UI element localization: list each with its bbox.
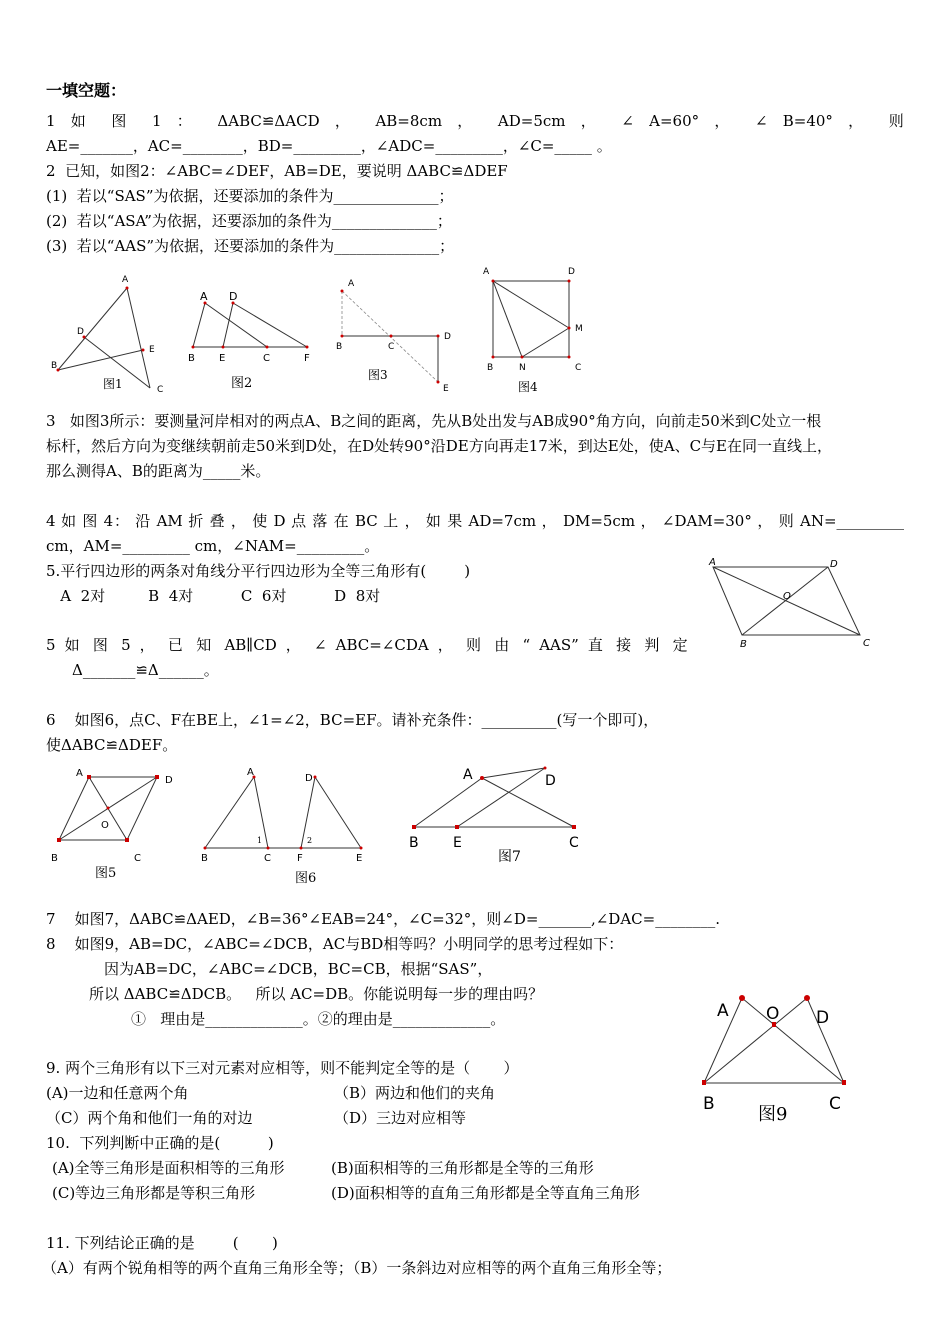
text-token: 定 xyxy=(672,636,688,654)
q8-stem: 8 如图9，AB=DC，∠ABC=∠DCB，AC与BD相等吗？小明同学的思考过程如下： xyxy=(46,935,624,953)
text-token: ， xyxy=(437,636,457,654)
figure-6 xyxy=(195,762,375,887)
text-token: 直 xyxy=(587,636,608,654)
para-label-d: D xyxy=(830,559,838,570)
q3-line1: 3 如图3所示：要测量河岸相对的两点A、B之间的距离，先从B处出发与AB成90°角方向，向前走50米到C处立一根 xyxy=(46,412,822,430)
fig6-label-a: A xyxy=(247,767,254,778)
fig7-label-a: A xyxy=(463,767,473,783)
fig4-label-a: A xyxy=(483,267,490,277)
fig6-label-b: B xyxy=(201,853,208,864)
figure-7 xyxy=(400,758,600,868)
q2-part3: (3) 若以“AAS”为依据，还要添加的条件为______________； xyxy=(46,237,455,255)
text-token: ， xyxy=(139,636,159,654)
text-token: 判 xyxy=(644,636,664,654)
fig1-label-d: D xyxy=(77,327,84,337)
fig2-label-d: D xyxy=(229,290,238,303)
q9-option-c: （C）两个角和他们一角的对边 xyxy=(46,1109,253,1127)
fig1-label-e: E xyxy=(149,345,155,355)
fig4-label-b: B xyxy=(487,363,494,373)
q11-line: （A）有两个锐角相等的两个直角三角形全等；（B）一条斜边对应相等的两个直角三角形全等； xyxy=(42,1259,672,1277)
text-token: 则 xyxy=(888,112,904,130)
fig3-label-e: E xyxy=(443,384,449,394)
text-token: 图 xyxy=(92,636,113,654)
fig4-caption: 图4 xyxy=(518,380,538,394)
fig9-label-o: O xyxy=(766,1004,780,1024)
text-token: ∠DAM=30° ， xyxy=(661,512,774,530)
fig9-label-d: D xyxy=(816,1008,830,1028)
q5b-line1 xyxy=(46,635,688,655)
figure-4 xyxy=(478,262,598,397)
q4-line1 xyxy=(46,511,904,531)
q7: 7 如图7，ΔABC≌ΔAED，∠B=36°∠EAB=24°，∠C=32°，则∠D=_______,∠DAC=________. xyxy=(46,910,720,928)
fig6-label-f: F xyxy=(297,853,303,864)
fig1-label-a: A xyxy=(122,275,129,285)
fig4-label-c: C xyxy=(575,363,582,373)
q2-part1: (1) 若以“SAS”为依据，还要添加的条件为______________； xyxy=(46,187,454,205)
q3-line3: 那么测得A、B的距离为_____米。 xyxy=(46,462,271,480)
text-token: ， xyxy=(285,636,306,654)
fig5-label-b: B xyxy=(51,853,58,864)
q2-part2: (2) 若以“ASA”为依据，还要添加的条件为______________； xyxy=(46,212,452,230)
fig5-label-d: D xyxy=(165,775,173,786)
text-token: ， xyxy=(848,112,874,130)
fig7-label-e: E xyxy=(453,835,462,851)
fig2-label-c: C xyxy=(263,353,270,364)
text-token: ∠ xyxy=(314,636,327,654)
section-heading: 一填空题： xyxy=(46,81,127,100)
text-token: “ xyxy=(522,636,531,654)
q8-line3: 所以 ΔABC≌ΔDCB。 所以 AC=DB。你能说明每一步的理由吗？ xyxy=(89,985,544,1003)
text-token: AB=8cm xyxy=(375,112,443,130)
q6-line2: 使ΔABC≌ΔDEF。 xyxy=(46,736,178,754)
fig1-label-b: B xyxy=(51,361,58,371)
text-token: 沿 AM 折 叠 ， xyxy=(135,512,247,530)
q2-stem: 2 已知，如图2：∠ABC=∠DEF，AB=DE，要说明 ΔABC≌ΔDEF xyxy=(46,162,508,180)
fig7-label-d: D xyxy=(545,773,556,789)
text-token: ΔABC≌ΔACD xyxy=(217,112,320,130)
q9-option-a: (A)一边和任意两个角 xyxy=(46,1084,189,1102)
fig7-caption: 图7 xyxy=(498,849,521,865)
q8-line4: ① 理由是_____________。②的理由是_____________。 xyxy=(131,1010,506,1028)
q5b-line2: Δ_______≌Δ______。 xyxy=(72,661,219,679)
fig6-label-d: D xyxy=(305,773,313,784)
fig5-caption: 图5 xyxy=(95,866,117,881)
fig9-caption: 图9 xyxy=(758,1104,788,1125)
text-token: 则 AN=_________ xyxy=(778,512,905,530)
text-token: ， xyxy=(580,112,607,130)
text-token: 图 xyxy=(111,112,137,130)
text-token: DM=5cm ， xyxy=(562,512,657,530)
text-token: ， xyxy=(714,112,740,130)
fig7-label-c: C xyxy=(569,835,579,851)
fig1-caption: 图1 xyxy=(103,377,123,391)
text-token: AD=5cm xyxy=(497,112,566,130)
parallelogram-figure xyxy=(700,555,880,655)
text-token: ∠ xyxy=(621,112,634,130)
fig6-label-2: 2 xyxy=(307,836,313,845)
fig2-label-b: B xyxy=(188,353,195,364)
text-token: AB∥CD xyxy=(224,636,277,654)
fig5-label-a: A xyxy=(76,768,83,779)
fig2-label-f: F xyxy=(304,353,310,364)
fig2-label-a: A xyxy=(200,290,208,303)
q9-option-b: （B）两边和他们的夹角 xyxy=(334,1084,496,1102)
fig4-label-d: D xyxy=(568,267,575,277)
q5a-options: A 2对 B 4对 C 6对 D 8对 xyxy=(46,587,381,605)
figure-9 xyxy=(695,990,865,1130)
figure-3 xyxy=(330,275,460,395)
q6-line1: 6 如图6，点C、F在BE上，∠1=∠2，BC=EF。请补充条件：__________(写一个即可)， xyxy=(46,711,659,729)
fig5-label-o: O xyxy=(101,820,109,831)
fig2-label-e: E xyxy=(219,353,226,364)
fig4-label-n: N xyxy=(519,363,526,373)
fig3-label-a: A xyxy=(348,279,355,289)
q10-option-a: (A)全等三角形是面积相等的三角形 xyxy=(52,1159,285,1177)
para-label-b: B xyxy=(740,639,747,650)
fig9-label-c: C xyxy=(829,1094,841,1114)
fig9-label-b: B xyxy=(703,1094,715,1114)
text-token: 1 xyxy=(46,112,56,130)
text-token: 如 xyxy=(70,112,97,130)
fig1-label-c: C xyxy=(157,385,164,395)
fig3-label-c: C xyxy=(388,342,395,352)
fig6-caption: 图6 xyxy=(295,871,317,886)
para-label-c: C xyxy=(863,638,870,649)
fig6-label-1: 1 xyxy=(257,836,263,845)
q9-stem: 9. 两个三角形有以下三对元素对应相等，则不能判定全等的是（ ） xyxy=(46,1059,519,1077)
text-token: 如 果 AD=7cm ， xyxy=(425,512,558,530)
q5a-stem: 5.平行四边形的两条对角线分平行四边形为全等三角形有( ) xyxy=(46,562,471,580)
q1-line2: AE=_______，AC=________，BD=_________，∠ADC=_________，∠C=_____ 。 xyxy=(46,137,612,155)
q8-line2: 因为AB=DC，∠ABC=∠DCB，BC=CB，根据“SAS”， xyxy=(104,960,493,978)
figure-2 xyxy=(185,285,325,395)
fig2-caption: 图2 xyxy=(231,376,253,391)
fig6-label-c: C xyxy=(264,853,271,864)
text-token: A=60° xyxy=(649,112,700,130)
text-token: ∠ xyxy=(754,112,768,130)
text-token: 已 xyxy=(167,636,188,654)
text-token: 知 xyxy=(196,636,216,654)
text-token: 由 xyxy=(494,636,514,654)
figure-5 xyxy=(48,762,183,887)
text-token: ABC=∠CDA xyxy=(335,636,429,654)
para-label-a: A xyxy=(709,557,716,568)
fig3-label-d: D xyxy=(444,332,451,342)
text-token: B=40° xyxy=(782,112,833,130)
para-label-o: O xyxy=(783,591,791,602)
text-token: 1 xyxy=(152,112,162,130)
q9-option-d: （D）三边对应相等 xyxy=(334,1109,467,1127)
text-token: 则 xyxy=(466,636,486,654)
fig3-label-b: B xyxy=(336,342,343,352)
text-token: 使 D 点 落 在 BC 上 ， xyxy=(252,512,421,530)
text-token: 4 如 图 4： xyxy=(46,512,130,530)
q10-option-b: (B)面积相等的三角形都是全等的三角形 xyxy=(331,1159,594,1177)
fig3-caption: 图3 xyxy=(368,368,388,382)
fig6-label-e: E xyxy=(356,853,363,864)
text-token: AAS” xyxy=(539,636,579,654)
q10-option-c: (C)等边三角形都是等积三角形 xyxy=(52,1184,256,1202)
text-token: 如 xyxy=(64,636,84,654)
fig9-label-a: A xyxy=(717,1001,729,1021)
fig5-label-c: C xyxy=(134,853,141,864)
q4-line2: cm，AM=_________ cm，∠NAM=_________。 xyxy=(46,537,380,555)
text-token: 5 xyxy=(46,636,56,654)
fig4-label-m: M xyxy=(575,324,583,334)
text-token: ， xyxy=(457,112,483,130)
q10-stem: 10. 下列判断中正确的是( ) xyxy=(46,1134,274,1152)
q1-line1 xyxy=(46,111,904,131)
text-token: 5 xyxy=(121,636,131,654)
q10-option-d: (D)面积相等的直角三角形都是全等直角三角形 xyxy=(331,1184,640,1202)
q11-stem: 11. 下列结论正确的是 ( ) xyxy=(46,1234,278,1252)
q3-line2: 标杆，然后方向为变继续朝前走50米到D处，在D处转90°沿DE方向再走17米，到达E处，使A、C与E在同一直线上， xyxy=(46,437,833,455)
text-token: ， xyxy=(334,112,361,130)
figure-1 xyxy=(48,270,178,398)
text-token: ： xyxy=(176,112,203,130)
fig7-label-b: B xyxy=(409,835,419,851)
text-token: 接 xyxy=(616,636,636,654)
